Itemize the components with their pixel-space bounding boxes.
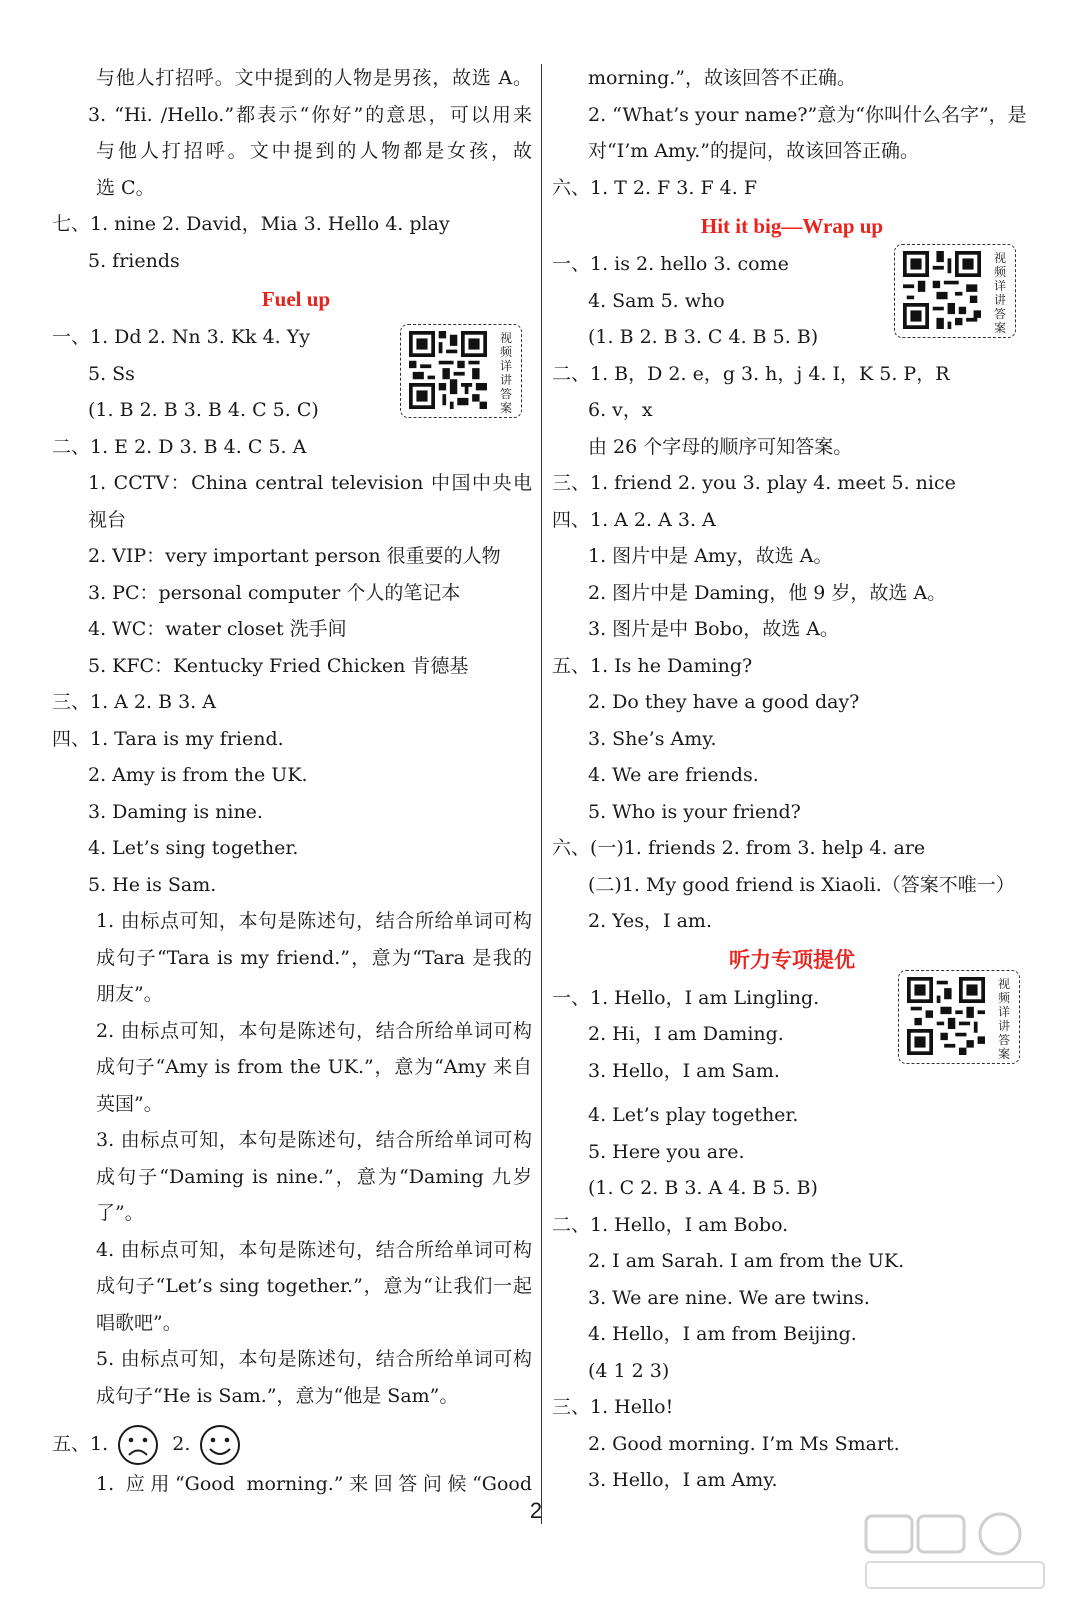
section-heading-listening: 听力专项提优 [729,947,855,972]
qr-label: 视频详讲答案 [997,977,1010,1061]
answer-line: 3. Hello，I am Sam. [588,1059,780,1082]
text-line: 成句子“Daming is nine.”，意为“Daming 九岁 [96,1165,532,1188]
text-line: 5. 由标点可知，本句是陈述句，结合所给单词可构 [96,1348,532,1370]
qr-code-icon [903,251,981,329]
qr-code-icon [409,331,487,409]
text-line: 1. 应用“Good morning.”来回答问候“Good [96,1473,532,1495]
answer-line: 6. v，x [588,399,653,421]
text-line: 由 26 个字母的顺序可知答案。 [588,435,853,458]
smiley-face-icon [198,1423,242,1467]
answer-line: 3. Hello，I am Amy. [588,1469,778,1491]
text-line: 3. 由标点可知，本句是陈述句，结合所给单词可构 [96,1129,532,1151]
answer-line: 2. Do they have a good day? [588,691,860,713]
text-line: 唱歌吧”。 [96,1311,182,1334]
text-line: 成句子“Tara is my friend.”，意为“Tara 是我的 [96,946,532,969]
text-line: 2. 图片中是 Daming，他 9 岁，故选 A。 [588,581,947,604]
text-line: 对“I’m Amy.”的提问，故该回答正确。 [588,140,920,162]
answer-line: (4 1 2 3) [588,1359,670,1382]
text-line: 成句子“Let’s sing together.”，意为“让我们一起 [96,1275,532,1297]
answer-line: 四、1. A 2. A 3. A [552,508,716,531]
answer-line: 2. Hi，I am Daming. [588,1023,784,1045]
answer-line: 2. I am Sarah. I am from the UK. [588,1250,905,1272]
text-line: 朋友”。 [96,983,163,1005]
text-line: 选 C。 [96,176,155,199]
text-line: 视台 [88,508,127,531]
left-column [52,60,540,1503]
answer-line: 六、(一)1. friends 2. from 3. help 4. are [552,837,926,859]
answer-line: 2. Good morning. I’m Ms Smart. [588,1432,900,1455]
answer-line: 二、1. B，D 2. e，g 3. h，j 4. I，K 5. P，R [552,362,950,385]
page-number: 2 [529,1498,543,1523]
answer-line: 一、1. Hello，I am Lingling. [552,986,820,1009]
text-line: 与他人打招呼。文中提到的人物都是女孩，故 [96,140,532,162]
sad-face-icon [116,1423,160,1467]
right-column [552,60,1032,1499]
text-line: 1. 图片中是 Amy，故选 A。 [588,545,833,567]
face-label-1: 五、1. [52,1433,109,1455]
text-line: 2. “What’s your name?”意为“你叫什么名字”，是 [588,103,1027,126]
text-line: 5. KFC：Kentucky Fried Chicken 肯德基 [88,654,469,677]
answer-line: 4. Let’s sing together. [88,837,299,859]
answer-line: (1. B 2. B 3. C 4. B 5. B) [588,326,819,348]
answer-line: 5. Who is your friend? [588,800,801,823]
answer-line: 2. Yes，I am. [588,910,712,932]
text-line: 了”。 [96,1202,144,1224]
answer-line: 3. Daming is nine. [88,800,263,823]
text-line: morning.”，故该回答不正确。 [588,67,857,89]
answer-line: 三、1. friend 2. you 3. play 4. meet 5. nice [552,472,956,494]
answer-line: 4. Hello，I am from Beijing. [588,1323,857,1345]
answer-line: 5. Here you are. [588,1140,745,1163]
text-line: 1. CCTV：China central television 中国中央电 [88,472,532,494]
text-line: 4. 由标点可知，本句是陈述句，结合所给单词可构 [96,1238,532,1261]
faces-row [52,1422,540,1466]
text-line: 2. 由标点可知，本句是陈述句，结合所给单词可构 [96,1019,532,1042]
answer-line: 4. Let’s play together. [588,1104,799,1126]
text-line: 1. 由标点可知，本句是陈述句，结合所给单词可构 [96,910,532,932]
answer-line: 3. She’s Amy. [588,727,717,750]
section-heading-fuel-up: Fuel up [261,287,331,311]
answer-line: 二、1. E 2. D 3. B 4. C 5. A [52,435,307,458]
watermark-logo [860,1506,1050,1594]
qr-code-hit-it-big[interactable] [894,244,1016,338]
qr-code-listening[interactable] [898,970,1020,1064]
text-line: 英国”。 [96,1092,163,1115]
answer-line: 5. Ss [88,362,135,385]
text-line: 4. WC：water closet 洗手间 [88,618,347,640]
answer-line: 二、1. Hello，I am Bobo. [552,1213,789,1236]
answer-line: 4. Sam 5. who [588,289,725,312]
qr-code-fuel-up[interactable] [400,324,522,418]
text-line: 成句子“He is Sam.”，意为“他是 Sam”。 [96,1384,459,1407]
answer-line: 4. We are friends. [588,764,759,786]
answer-line: 五、1. Is he Daming? [552,654,753,677]
qr-code-icon [907,977,985,1055]
answer-line: 四、1. Tara is my friend. [52,727,284,750]
answer-line: 3. We are nine. We are twins. [588,1286,870,1309]
answer-line: 一、1. is 2. hello 3. come [552,253,789,275]
section-heading-hit-it-big: Hit it big—Wrap up [700,214,884,238]
text-line: 3. PC：personal computer 个人的笔记本 [88,581,461,604]
face-label-2: 2. [172,1433,191,1455]
answer-line: (二)1. My good friend is Xiaoli.（答案不唯一） [588,873,1015,896]
answer-line: (1. C 2. B 3. A 4. B 5. B) [588,1177,818,1199]
text-line: 与他人打招呼。文中提到的人物是男孩，故选 A。 [96,67,532,89]
text-line: 2. VIP：very important person 很重要的人物 [88,545,501,567]
answer-line: 三、1. Hello! [552,1396,674,1418]
answer-line: 七、1. nine 2. David，Mia 3. Hello 4. play [52,213,450,235]
answer-line: 三、1. A 2. B 3. A [52,691,216,713]
qr-label: 视频详讲答案 [499,331,512,415]
column-divider [541,64,542,1524]
answer-line: 5. He is Sam. [88,873,217,896]
text-line: 3. 图片是中 Bobo，故选 A。 [588,618,839,640]
text-line: 3. “Hi. /Hello.”都表示“你好”的意思，可以用来 [88,103,532,126]
answer-line: 一、1. Dd 2. Nn 3. Kk 4. Yy [52,326,311,348]
answer-line: 六、1. T 2. F 3. F 4. F [552,176,758,199]
text-line: 成句子“Amy is from the UK.”，意为“Amy 来自 [96,1056,532,1078]
answer-line: 5. friends [88,249,180,272]
qr-label: 视频详讲答案 [993,251,1006,335]
answer-line: (1. B 2. B 3. B 4. C 5. C) [88,399,319,421]
answer-line: 2. Amy is from the UK. [88,764,308,786]
